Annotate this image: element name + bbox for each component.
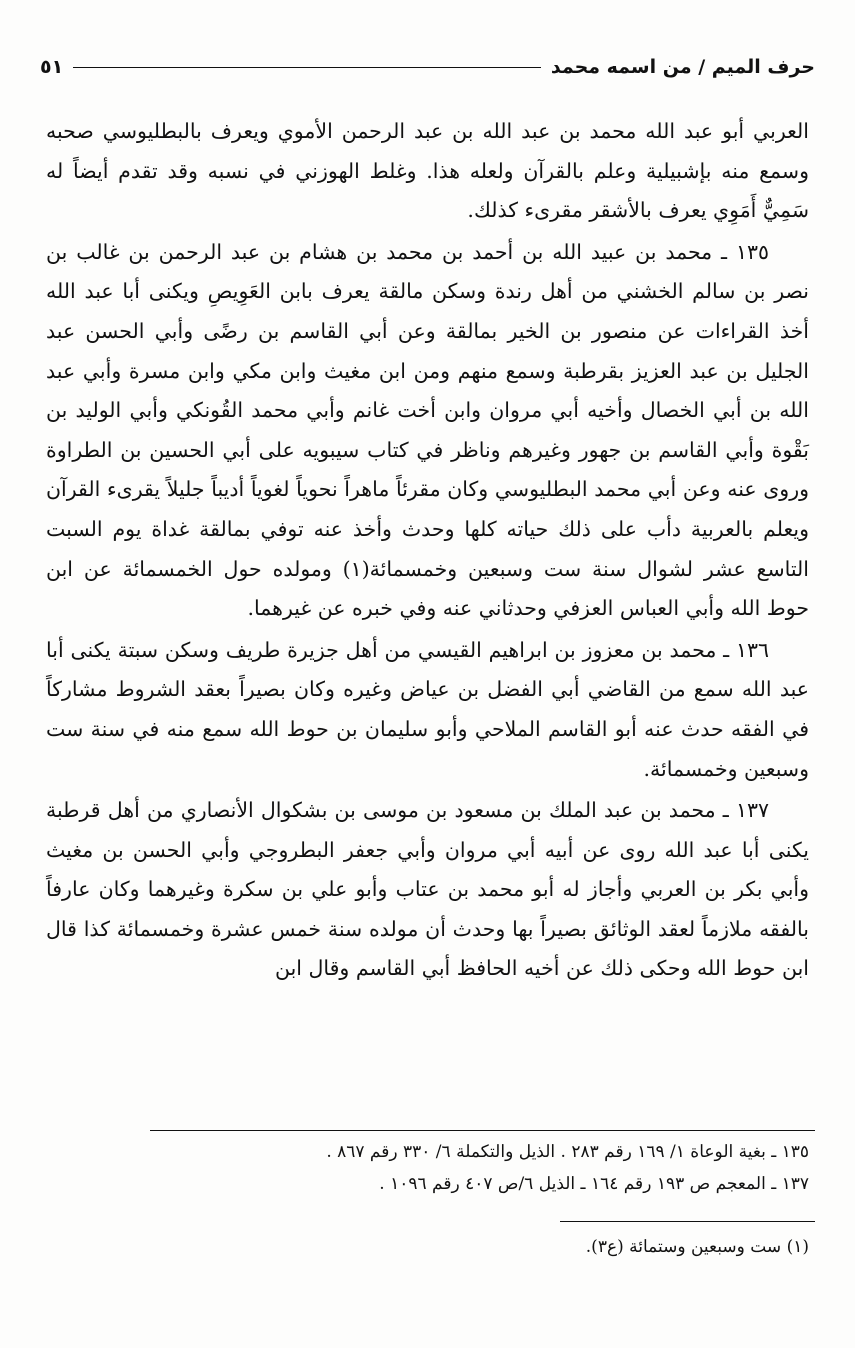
entry-136: ١٣٦ ـ محمد بن معزوز بن ابراهيم القيسي من أهل جزيرة طريف وسكن سبتة يكنى أبا عبد الله سمع من القاضي أبي الفضل بن عياض وغيره وكان بصيراً بعقد الشروط مشاركاً في الفقه حدث عنه أبو القاسم الملاحي وأبو سليمان بن حوط الله سمع منه في سنة ست وسبعين وخمسمائة. — [46, 637, 809, 781]
reference-137: ١٣٧ ـ المعجم ص ١٩٣ رقم ١٦٤ ـ الذيل ٦/ص ٤٠٧ رقم ١٠٩٦ . — [379, 1174, 809, 1194]
references — [40, 1136, 809, 1200]
footnote-1: (١) ست وسبعين وستمائة (ع٣). — [585, 1237, 809, 1257]
entry-137: ١٣٧ ـ محمد بن عبد الملك بن مسعود بن موسى بن بشكوال الأنصاري من أهل قرطبة يكنى أبا عبد الله روى عن أبيه أبي مروان وأبي جعفر البطروجي وأبي الحسن بن مغيث وأبي بكر بن العربي وأجاز له أبو محمد بن عتاب وأبو علي بن سكرة وغيرهما وكان عارفاً بالفقه ملازماً لعقد الوثائق بصيراً بها وحدث أن مولده سنة خمس عشرة وخمسمائة كذا قال ابن حوط الله وحكى ذلك عن أخيه الحافظ أبي القاسم وقال ابن — [46, 798, 809, 981]
page-number: ٥١ — [40, 56, 64, 78]
header-rule — [73, 67, 541, 68]
running-header — [40, 52, 815, 82]
references-divider — [150, 1130, 815, 1131]
header-title: حرف الميم / من اسمه محمد — [550, 56, 815, 78]
footnote-divider — [560, 1221, 815, 1222]
footnotes — [200, 1232, 809, 1262]
reference-135: ١٣٥ ـ بغية الوعاة ١/ ١٦٩ رقم ٢٨٣ . الذيل والتكملة ٦/ ٣٣٠ رقم ٨٦٧ . — [326, 1142, 809, 1162]
body-text — [46, 112, 809, 991]
entry-135: ١٣٥ ـ محمد بن عبيد الله بن أحمد بن محمد بن هشام بن عبد الرحمن بن غالب بن نصر بن سالم الخشني من أهل رندة وسكن مالقة يعرف بابن العَوِيصِ ويكنى أبا عبد الله أخذ القراءات عن منصور بن الخير بمالقة وعن أبي القاسم بن رضًى وأبي الحسن عبد الجليل بن عبد العزيز بقرطبة وسمع منهم ومن ابن مغيث وابن مكي وابن مسرة وأبي عبد الله بن أبي الخصال وأخيه أبي مروان وابن أخت غانم وأبي محمد القُونكي وأبي الوليد بن بَقْوة وأبي القاسم بن جهور وغيرهم وناظر في كتاب سيبويه على أبي الحسين بن الطراوة وروى عنه وعن أبي محمد البطليوسي وكان مقرئاً ماهراً نحوياً لغوياً أديباً جليلاً يقرىء القرآن ويعلم بالعربية دأب على ذلك حياته كلها وحدث وأخذ عنه توفي بمالقة غداة يوم السبت التاسع عشر لشوال سنة ست وسبعين وخمسمائة(١) ومولده حول الخمسمائة عن ابن حوط الله وأبي العباس العزفي وحدثاني عنه وفي خبره عن غيرهما. — [46, 239, 810, 621]
continuation-paragraph: العربي أبو عبد الله محمد بن عبد الله بن عبد الرحمن الأموي ويعرف بالبطليوسي صحبه وسمع منه بإشبيلية وعلم بالقرآن ولعله هذا. وغلط الهوزني في نسبه وقد تقدم أيضاً له سَمِيٌّ أَمَوِي يعرف بالأشقر مقرىء كذلك. — [46, 119, 809, 223]
